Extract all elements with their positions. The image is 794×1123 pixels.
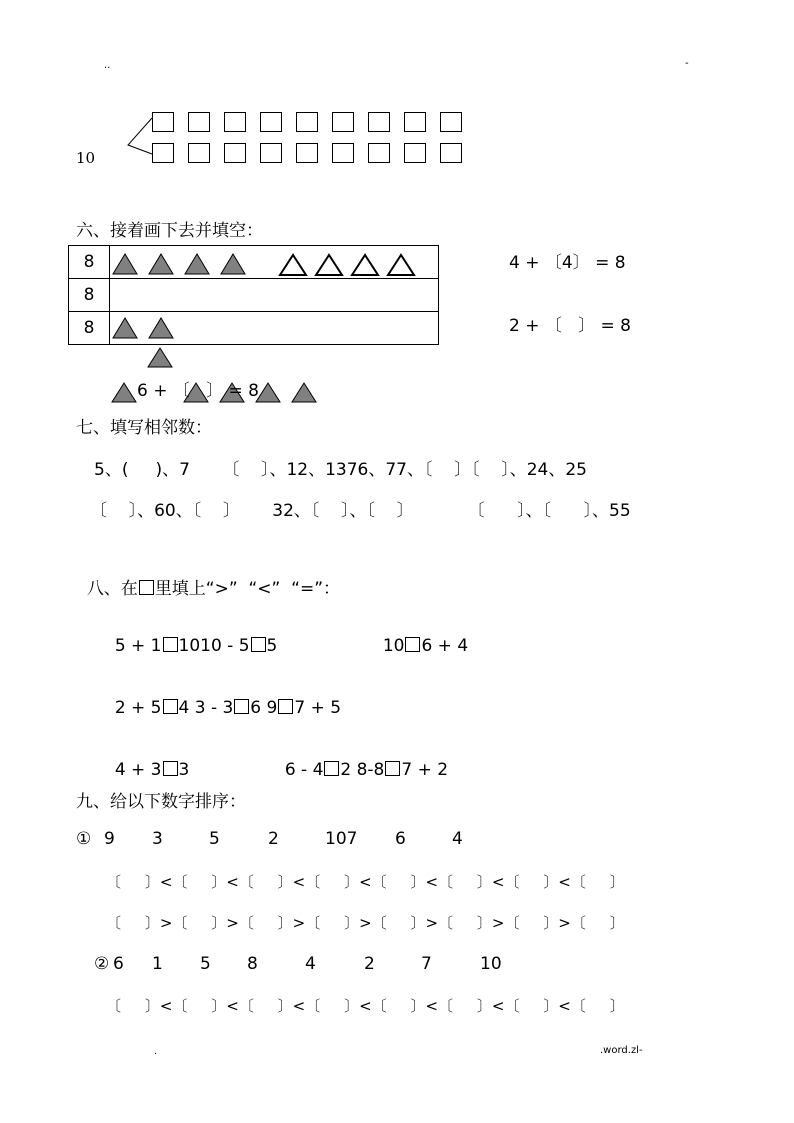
answer-box[interactable] [332, 143, 354, 163]
sort-item-1-marker: ① [76, 829, 92, 849]
compare-row-3a [104, 740, 189, 780]
sort-item-2-number: 1 [152, 954, 163, 974]
compare-answer-box[interactable] [163, 637, 178, 652]
sort-item-2-number: 6 [113, 954, 124, 974]
compare-answer-box[interactable] [163, 761, 178, 776]
section7-line-2: 〔 〕、60、〔 〕 32、〔 〕、〔 〕 〔 〕、〔 〕、55 [90, 501, 631, 521]
filled-triangle-icon [113, 254, 137, 274]
compare-answer-box[interactable] [234, 699, 249, 714]
row-number: 8 [69, 312, 110, 345]
compare-expr: 6 + 4 [421, 636, 469, 656]
filled-triangle-icon [256, 383, 280, 402]
sort-item-1-number: 5 [209, 829, 220, 849]
compare-expr: 4 3 - 3 [178, 698, 234, 718]
sort-item-1-number: 6 [395, 829, 406, 849]
answer-box[interactable] [404, 143, 426, 163]
triangle-cell-3[interactable] [110, 312, 439, 345]
sort-item-2-number: 4 [305, 954, 316, 974]
answer-box[interactable] [224, 143, 246, 163]
compare-expr: 4 + 3 [114, 760, 162, 780]
compare-row-1a [104, 616, 277, 656]
section6-title: 六、接着画下去并填空： [76, 221, 263, 241]
triangle-cell-1[interactable] [110, 246, 439, 279]
sort-item-1-number: 4 [452, 829, 463, 849]
answer-box[interactable] [440, 112, 462, 132]
filled-triangle-icon [185, 254, 209, 274]
section8-title-pre: 八、在 [86, 579, 138, 599]
section8-title-post: 里填上“>” “<” “=”： [154, 579, 341, 599]
compare-expr: 2 8-8 [340, 760, 385, 780]
sort-item-2-number: 5 [200, 954, 211, 974]
compare-expr: 3 [178, 760, 190, 780]
outlined-triangle-icon [388, 255, 414, 275]
compare-expr: 1010 - 5 [178, 636, 250, 656]
answer-box[interactable] [440, 143, 462, 163]
compare-answer-box[interactable] [163, 699, 178, 714]
outlined-triangle-icon [280, 255, 306, 275]
compare-row-3b [274, 740, 448, 780]
answer-box[interactable] [296, 143, 318, 163]
sort-gt-row-1: 〔 〕>〔 〕>〔 〕>〔 〕>〔 〕>〔 〕>〔 〕>〔 〕 [106, 914, 625, 932]
sort-item-2-number: 7 [421, 954, 432, 974]
compare-expr: 6 - 4 [284, 760, 324, 780]
triangle-row-2 [69, 279, 439, 312]
compare-expr: 10 [382, 636, 405, 656]
filled-triangle-icon [149, 254, 173, 274]
filled-triangle-icon [149, 318, 173, 338]
compare-expr: 5 [266, 636, 278, 656]
row-number: 8 [69, 246, 110, 279]
compare-answer-box[interactable] [324, 761, 339, 776]
filled-triangle-icon [113, 318, 137, 338]
sort-item-2-number: 10 [480, 954, 502, 974]
answer-box[interactable] [332, 112, 354, 132]
compare-answer-box[interactable] [251, 637, 266, 652]
compare-expr: 2 + 5 [114, 698, 162, 718]
compare-answer-box[interactable] [278, 699, 293, 714]
decomposition-number: 10 [76, 149, 96, 167]
sort-item-1-number: 3 [152, 829, 163, 849]
triangle-row-1 [69, 246, 439, 279]
triangle-row-3 [69, 312, 439, 345]
sort-item-2-number: 2 [364, 954, 375, 974]
section6-equation-3: 6 + 〔 〕 = 8 [137, 381, 259, 401]
answer-box[interactable] [152, 143, 174, 163]
section7-title: 七、填写相邻数： [76, 418, 212, 438]
compare-expr: 5 + 1 [114, 636, 162, 656]
blank-square-icon [139, 580, 154, 595]
section8-title [76, 554, 340, 599]
section7-line-1: 5、( )、7 〔 〕、12、1376、77、〔 〕〔 〕、24、25 [94, 460, 587, 480]
answer-box[interactable] [152, 112, 174, 132]
compare-answer-box[interactable] [405, 637, 420, 652]
section6-equation-2: 2 + 〔 〕 = 8 [509, 316, 631, 336]
sort-lt-row-2: 〔 〕<〔 〕<〔 〕<〔 〕<〔 〕<〔 〕<〔 〕<〔 〕 [106, 997, 625, 1015]
answer-box[interactable] [188, 143, 210, 163]
answer-box[interactable] [368, 112, 390, 132]
compare-expr: 7 + 2 [401, 760, 449, 780]
decomposition-bracket [125, 114, 155, 158]
sort-item-1-number: 107 [325, 829, 358, 849]
filled-triangle-icon [221, 254, 245, 274]
answer-box[interactable] [188, 112, 210, 132]
sort-item-2-marker: ② [94, 954, 110, 974]
sort-item-1-number: 9 [104, 829, 115, 849]
triangle-table [68, 245, 439, 345]
answer-box[interactable] [260, 112, 282, 132]
filled-triangle-icon [148, 348, 172, 367]
compare-row-2 [104, 678, 341, 718]
outlined-triangle-icon [352, 255, 378, 275]
outlined-triangle-icon [316, 255, 342, 275]
sort-lt-row-1: 〔 〕<〔 〕<〔 〕<〔 〕<〔 〕<〔 〕<〔 〕<〔 〕 [106, 873, 625, 891]
triangle-row-1-shapes [110, 246, 438, 278]
answer-box[interactable] [368, 143, 390, 163]
answer-box[interactable] [224, 112, 246, 132]
answer-box[interactable] [404, 112, 426, 132]
footer-left-mark: . [154, 1046, 158, 1057]
filled-triangle-icon [292, 383, 316, 402]
compare-expr: 7 + 5 [294, 698, 342, 718]
section9-title: 九、给以下数字排序： [76, 792, 246, 812]
answer-box[interactable] [296, 112, 318, 132]
triangle-cell-2[interactable] [110, 279, 439, 312]
header-left-mark: .. [104, 60, 111, 71]
compare-expr: 6 9 [250, 698, 278, 718]
filled-triangle-icon [112, 383, 136, 402]
row-number: 8 [69, 279, 110, 312]
compare-answer-box[interactable] [385, 761, 400, 776]
section6-equation-1: 4 + 〔4〕 = 8 [509, 253, 626, 273]
sort-item-1-number: 2 [268, 829, 279, 849]
footer-right-mark: .word.zl- [600, 1045, 643, 1056]
answer-box[interactable] [260, 143, 282, 163]
sort-item-2-number: 8 [247, 954, 258, 974]
compare-row-1b [372, 616, 468, 656]
header-right-mark: - [685, 58, 689, 69]
triangle-row-3-shapes [110, 312, 438, 344]
